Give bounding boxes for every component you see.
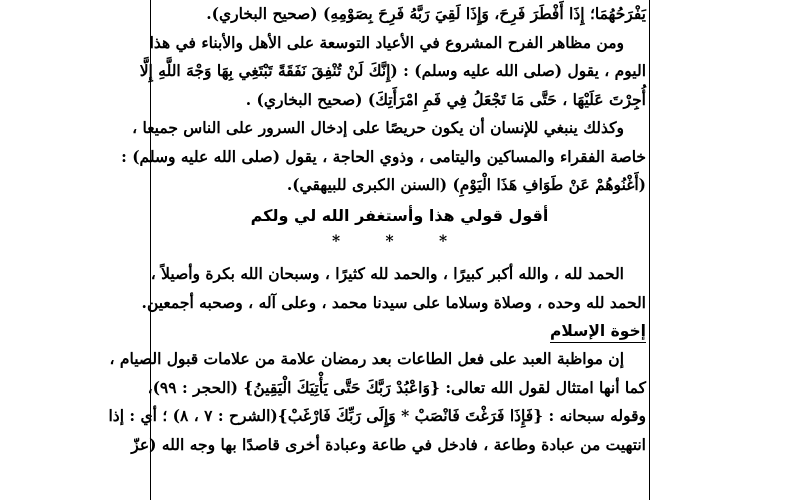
paragraph-praise [141, 260, 646, 317]
paragraph-hadith-end [153, 0, 646, 29]
closing-heading: أقول قولي هذا وأستغفر الله لي ولكم [250, 205, 549, 225]
text-line: خاصة الفقراء والمساكين واليتامى ، وذوي الحاجة ، يقول (صلى الله عليه وسلم) : [121, 146, 646, 166]
section-heading: إخوة الإسلام [550, 320, 646, 343]
paragraph-bringing-joy [121, 114, 646, 200]
document-body [108, 0, 646, 459]
text-line: الحمد لله وحده ، وصلاة وسلاما على سيدنا محمد ، وعلى آله ، وصحبه أجمعين. [141, 292, 646, 312]
text-line: (أَغْنُوهُمْ عَنْ طَوَافِ هَذَا الْيَوْمِ) (السنن الكبرى للبيهقي). [286, 175, 646, 194]
text-line: الحمد لله ، والله أكبر كبيرًا ، والحمد لله كثيرًا ، وسبحان الله بكرة وأصيلاً ، [150, 264, 624, 283]
text-line: وقوله سبحانه : {فَإِذَا فَرَغْتَ فَانْصَبْ * وَإِلَى رَبِّكَ فَارْغَبْ}(الشرح : ٧ ، ٨) ؛ أي : إذا [108, 406, 646, 425]
paragraph-family-spending [139, 29, 646, 115]
text-line: وكذلك ينبغي للإنسان أن يكون حريصًا على إدخال السرور على الناس جميعا ، [132, 118, 624, 137]
stars-divider: * * * [331, 231, 468, 250]
text-line: إن مواظبة العبد على فعل الطاعات بعد رمضان علامة من علامات قبول الصيام ، [109, 349, 624, 368]
text-line: أُجِرْتَ عَلَيْهَا ، حَتَّى مَا تَجْعَلُ فِي فَمِ امْرَأَتِكَ) (صحيح البخاري) . [245, 89, 646, 109]
page-border-right [649, 0, 650, 500]
section-heading-wrap [153, 317, 646, 345]
text-line: يَفْرَحُهُمَا؛ إِذَا أَفْطَرَ فَرِحَ، وَإِذَا لَقِيَ رَبَّهُ فَرِحَ بِصَوْمِهِ) (صحيح البخاري). [206, 4, 646, 23]
text-line: ومن مظاهر الفرح المشروع في الأعياد التوسعة على الأهل والأبناء في هذا [149, 32, 624, 52]
paragraph-perseverance [108, 345, 646, 459]
text-line: اليوم ، يقول (صلى الله عليه وسلم) : (إِنَّكَ لَنْ تُنْفِقَ نَفَقَةً تَبْتَغِي بِهَا وَجْهَ اللَّهِ إِلَّا [139, 61, 646, 80]
text-line: كما أنها امتثال لقول الله تعالى: {وَاعْبُدْ رَبَّكَ حَتَّى يَأْتِيَكَ الْيَقِينُ} (الحجر : ٩٩)، [147, 377, 646, 397]
text-line: انتهيت من عبادة وطاعة ، فادخل في طاعة وعبادة أخرى قاصدًا بها وجه الله (عزّ [131, 434, 646, 454]
